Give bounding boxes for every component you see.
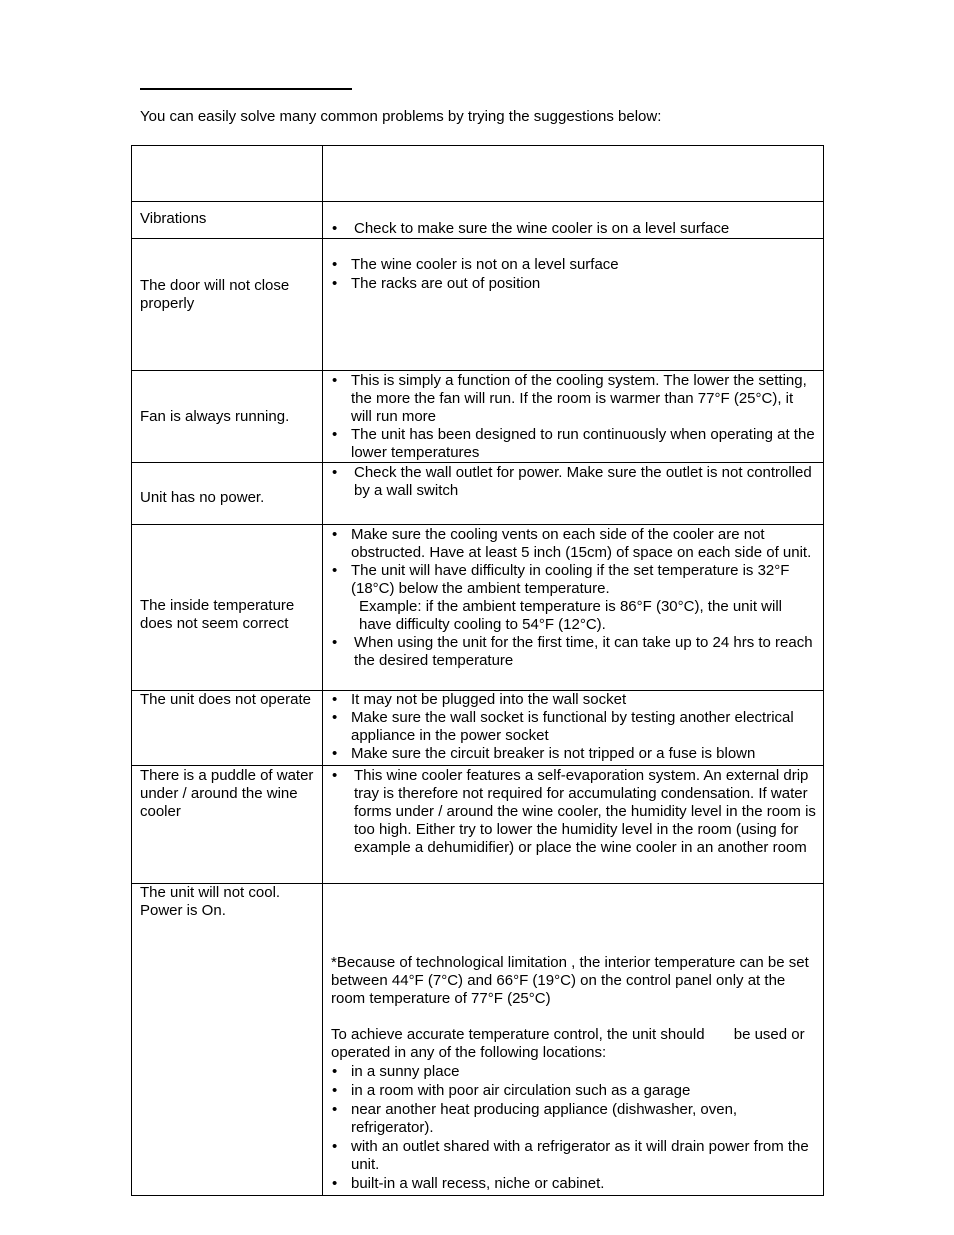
problem-cell: Fan is always running. xyxy=(132,371,323,463)
list-item: • Make sure the cooling vents on each side of the cooler are not obstructed. Have at least 5 inch (15cm) of space on each side of unit. xyxy=(331,526,817,562)
list-item: • Check to make sure the wine cooler is on a level surface xyxy=(331,220,817,238)
list-item: • The racks are out of position xyxy=(331,275,817,293)
table-row xyxy=(132,371,824,463)
table-row xyxy=(132,239,824,371)
header-solution-cell xyxy=(323,146,824,202)
list-item: • The unit will have difficulty in cooling if the set temperature is 32°F (18°C) below the ambient temperature. xyxy=(331,562,817,598)
list-item: • in a sunny place xyxy=(331,1063,817,1081)
list-item: • When using the unit for the first time, it can take up to 24 hrs to reach the desired temperature xyxy=(331,634,817,670)
list-item: • Make sure the wall socket is functional by testing another electrical appliance in the power socket xyxy=(331,709,817,745)
solution-cell xyxy=(323,691,824,766)
table-row xyxy=(132,884,824,1196)
table-row xyxy=(132,766,824,884)
example-text: Example: if the ambient temperature is 86°F (30°C), the unit will have difficulty cooling to 54°F (12°C). xyxy=(359,598,783,633)
note-text: *Because of technological limitation , the interior temperature can be set between 44°F (7°C) and 66°F (19°C) on the control panel only at the room temperature of 77°F (25°C) xyxy=(331,954,809,1007)
list-item: • This wine cooler features a self-evaporation system. An external drip tray is therefore not required for accumulating condensation. If water forms under / around the wine cooler, the humidity level in the room is too high. Either try to lower the humidity level in the room (using for example a dehumidifier) or place the wine cooler in an another room xyxy=(331,767,817,857)
list-item: • built-in a wall recess, niche or cabinet. xyxy=(331,1175,817,1193)
list-item: • near another heat producing appliance (dishwasher, oven, refrigerator). xyxy=(331,1101,817,1137)
problem-cell: The unit will not cool. Power is On. xyxy=(132,884,323,1196)
problem-cell: The unit does not operate xyxy=(132,691,323,766)
problem-cell: Unit has no power. xyxy=(132,463,323,525)
header-row xyxy=(132,146,824,202)
table-row xyxy=(132,691,824,766)
solution-cell xyxy=(323,371,824,463)
problem-cell: The inside temperature does not seem correct xyxy=(132,525,323,691)
solution-cell xyxy=(323,525,824,691)
troubleshooting-table xyxy=(131,145,824,1196)
list-item: • Check the wall outlet for power. Make sure the outlet is not controlled by a wall switch xyxy=(331,464,817,500)
list-item: • The unit has been designed to run continuously when operating at the lower temperatures xyxy=(331,426,817,462)
table-row xyxy=(132,525,824,691)
list-item: • Make sure the circuit breaker is not tripped or a fuse is blown xyxy=(331,745,817,763)
list-item: • with an outlet shared with a refrigerator as it will drain power from the unit. xyxy=(331,1138,817,1174)
problem-cell: The door will not close properly xyxy=(132,239,323,371)
problem-cell: Vibrations xyxy=(132,202,323,239)
section-heading-underline xyxy=(140,88,352,90)
solution-cell xyxy=(323,463,824,525)
note-text: To achieve accurate temperature control, the unit should be used or operated in any of the following locations: xyxy=(331,1026,809,1061)
problem-cell: There is a puddle of water under / around the wine cooler xyxy=(132,766,323,884)
list-item: • The wine cooler is not on a level surface xyxy=(331,256,817,274)
list-item: • in a room with poor air circulation such as a garage xyxy=(331,1082,817,1100)
solution-cell xyxy=(323,202,824,239)
table-row xyxy=(132,463,824,525)
solution-cell xyxy=(323,766,824,884)
header-problem-cell xyxy=(132,146,323,202)
list-item: • This is simply a function of the cooling system. The lower the setting, the more the fan will run. If the room is warmer than 77°F (25°C), it will run more xyxy=(331,372,817,426)
solution-cell xyxy=(323,239,824,371)
solution-cell xyxy=(323,884,824,1196)
intro-text: You can easily solve many common problems by trying the suggestions below: xyxy=(140,108,662,125)
table-row xyxy=(132,202,824,239)
list-item: • It may not be plugged into the wall socket xyxy=(331,691,817,709)
